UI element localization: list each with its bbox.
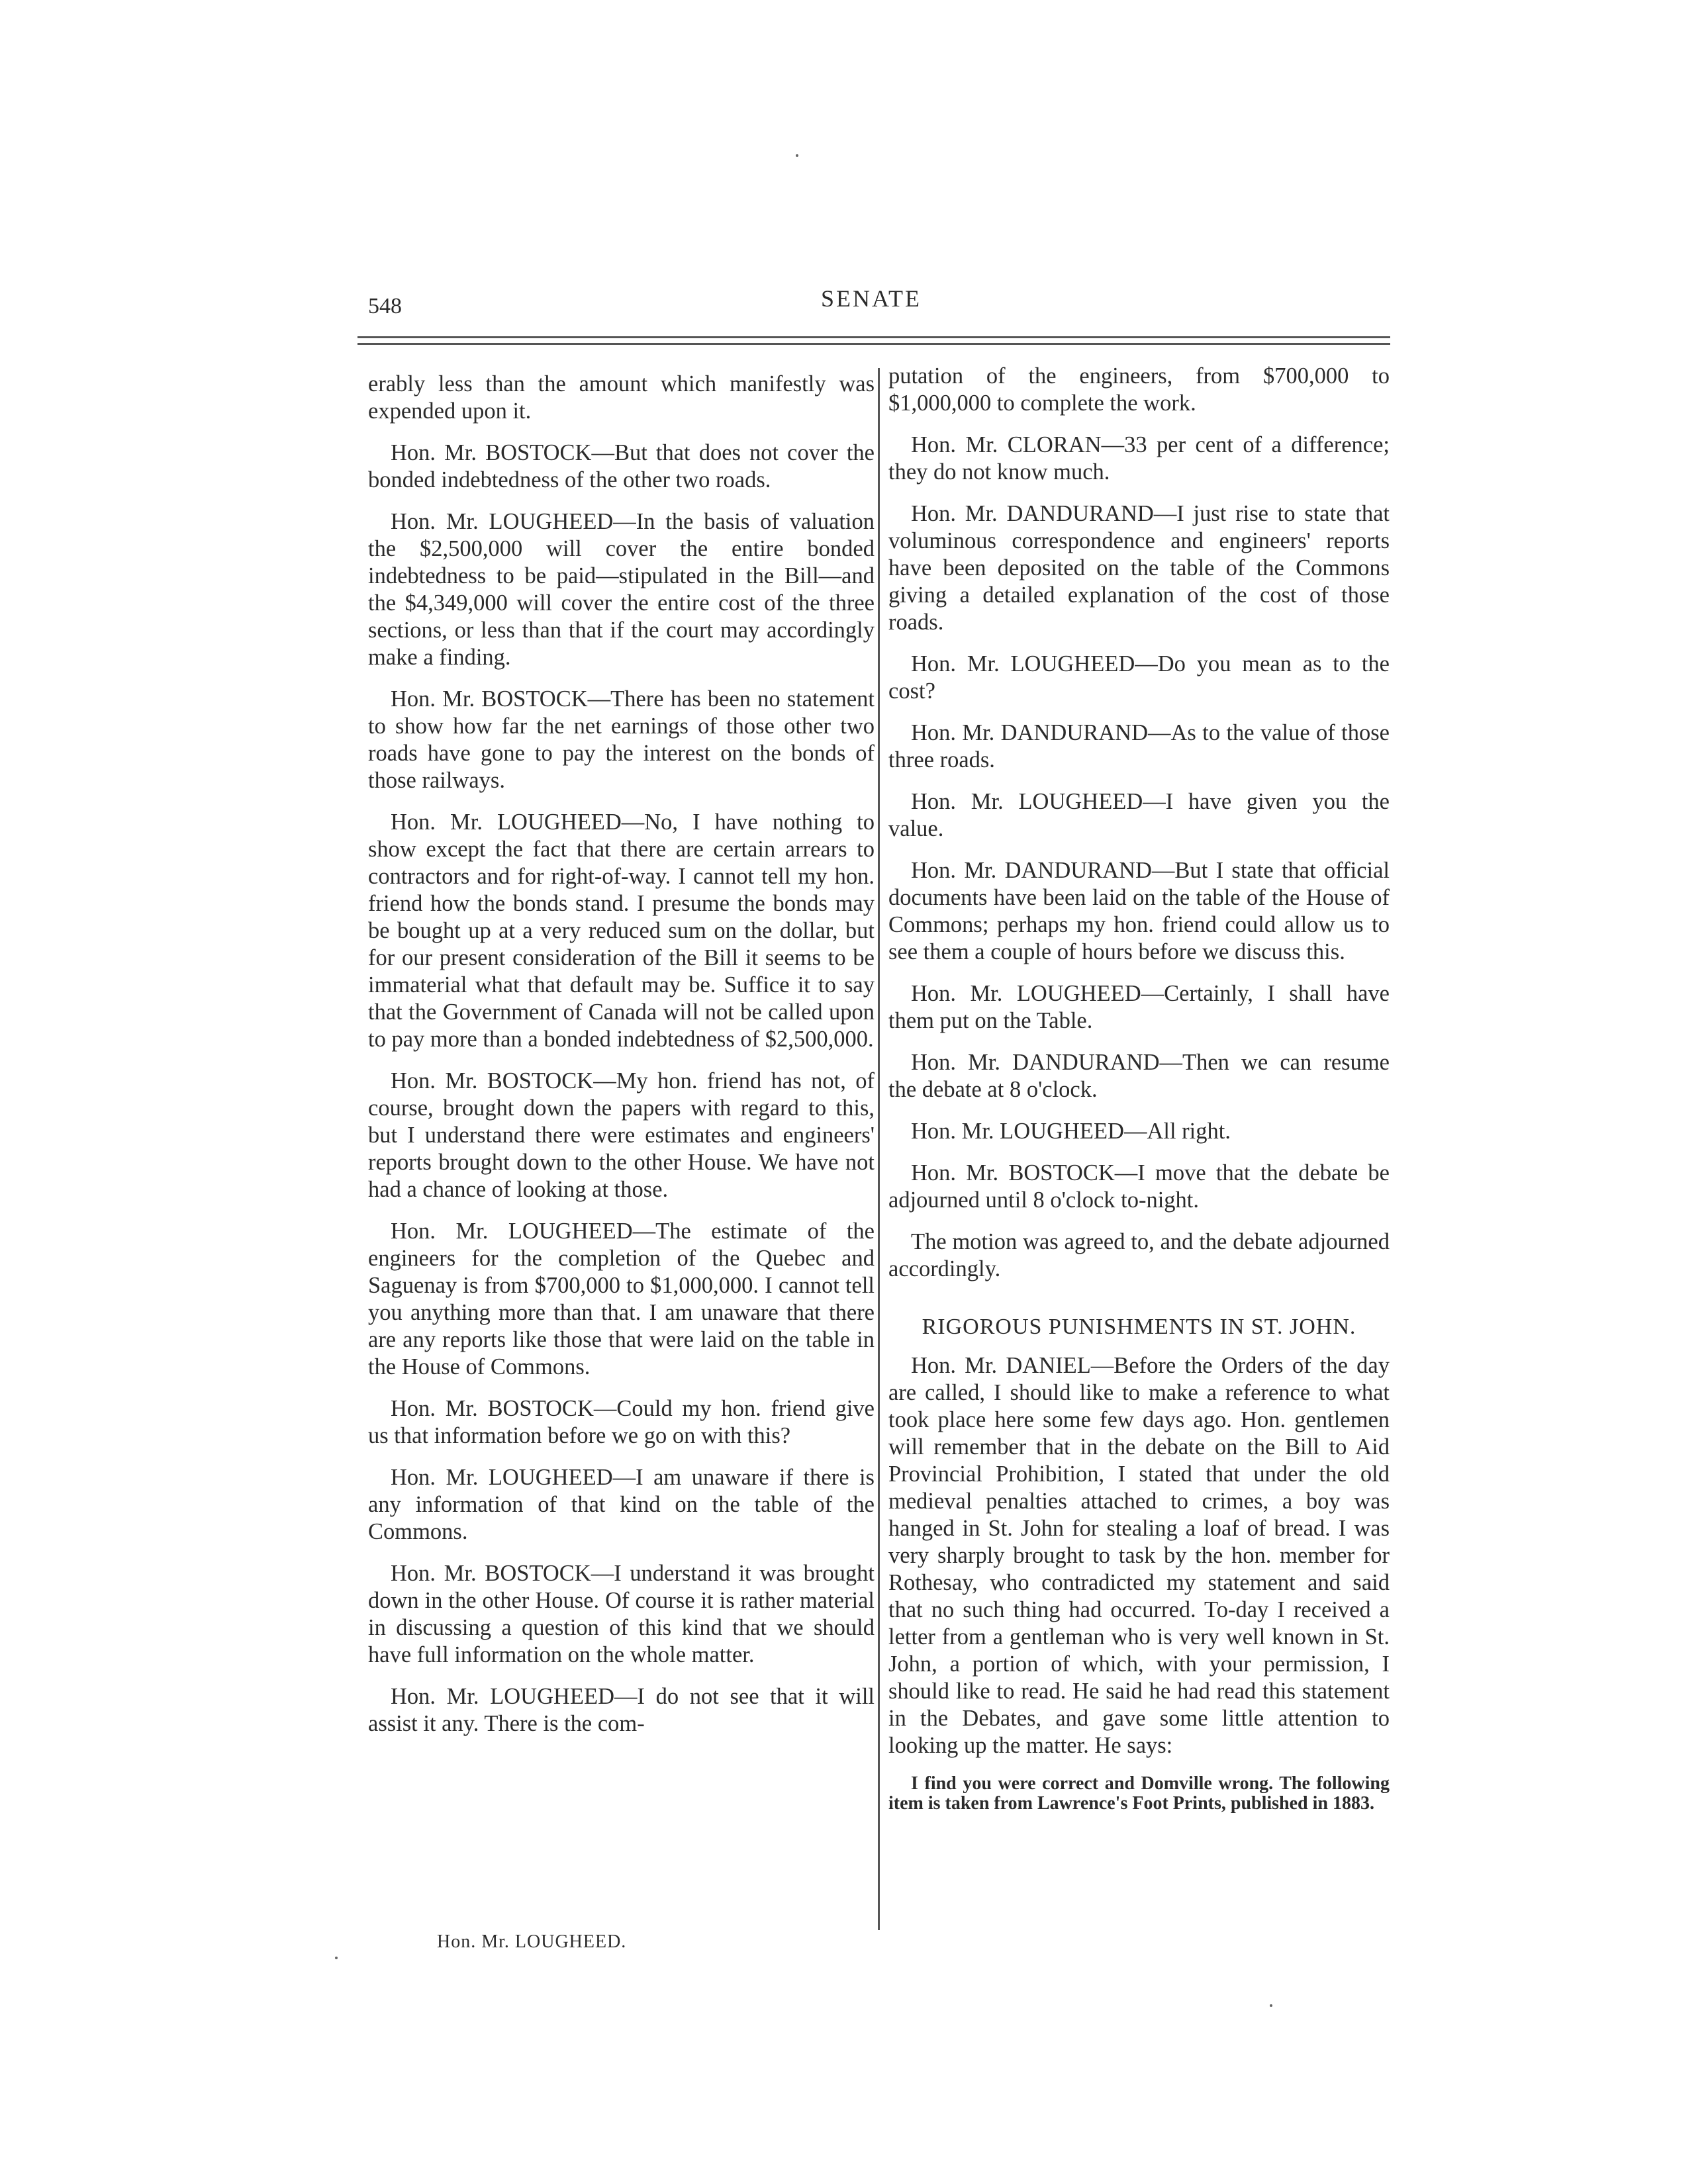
paragraph: Hon. Mr. DANDURAND—Then we can resume the debate at 8 o'clock. [888, 1050, 1390, 1102]
paragraph: Hon. Mr. DANDURAND—I just rise to state that voluminous correspondence and engineers' reports have been deposited on the table of the Commons giving a detailed explanation of the cost of those roads. [888, 501, 1390, 635]
paragraph: Hon. Mr. DANIEL—Before the Orders of the day are called, I should like to make a reference to what took place here some few days ago. Hon. gentlemen will remember that in the debate on the Bill to Aid Provincial Prohibition, I stated that under the old medieval penalties attached to crimes, a boy was hanged in St. John for stealing a loaf of bread. I was very sharply brought to task by the hon. member for Rothesay, who contradicted my statement and said that no such thing had occurred. To-day I received a letter from a gentleman who is very well known in St. John, a portion of which, with your permission, I should like to read. He said he had read this statement in the Debates, and gave some little attention to looking up the matter. He says: [888, 1353, 1390, 1758]
paragraph: Hon. Mr. BOSTOCK—Could my hon. friend give us that information before we go on with this? [368, 1396, 875, 1448]
paragraph: Hon. Mr. LOUGHEED—Certainly, I shall have them put on the Table. [888, 981, 1390, 1033]
running-head: SENATE [821, 285, 922, 312]
section-heading: RIGOROUS PUNISHMENTS IN ST. JOHN. [922, 1315, 1356, 1339]
header-rule-bottom [357, 343, 1390, 345]
header-rule-top [357, 336, 1390, 338]
paragraph: Hon. Mr. LOUGHEED—Do you mean as to the cost? [888, 651, 1390, 704]
paragraph: Hon. Mr. CLORAN—33 per cent of a difference; they do not know much. [888, 432, 1390, 485]
paragraph: Hon. Mr. LOUGHEED—No, I have nothing to show except the fact that there are certain arrears to contractors and for right-of-way. I cannot tell my hon. friend how the bonds stand. I presume the bonds may be bought up at a very reduced sum on the dollar, but for our present consideration of the Bill it seems to be immaterial what that default may be. Suffice it to say that the Government of Canada will not be called upon to pay more than a bonded indebtedness of $2,500,000. [368, 810, 875, 1052]
paragraph: Hon. Mr. LOUGHEED—The estimate of the engineers for the completion of the Quebec and Saguenay is from $700,000 to $1,000,000. I cannot tell you anything more than that. I am unaware that there are any reports like those that were laid on the table in the House of Commons. [368, 1219, 875, 1379]
section-paragraphs [888, 1352, 1390, 1759]
paragraph: Hon. Mr. BOSTOCK—I understand it was brought down in the other House. Of course it is rather material in discussing a question of this kind that we should have full information on the whole matter. [368, 1561, 875, 1667]
paragraph: erably less than the amount which manifestly was expended upon it. [368, 371, 875, 424]
scan-speck [796, 154, 798, 157]
paragraph: Hon. Mr. DANDURAND—But I state that official documents have been laid on the table of the House of Commons; perhaps my hon. friend could allow us to see them a couple of hours before we discuss this. [888, 858, 1390, 964]
scan-speck [1270, 2004, 1272, 2007]
block-quote: I find you were correct and Domville wrong. The following item is taken from Lawrence's Foot Prints, published in 1883. [888, 1773, 1390, 1814]
scan-speck [335, 1957, 338, 1959]
footer-speaker-name: Hon. Mr. LOUGHEED. [437, 1931, 627, 1952]
right-column [888, 363, 1390, 1814]
right-column-paragraphs [888, 363, 1390, 1283]
paragraph: Hon. Mr. BOSTOCK—I move that the debate be adjourned until 8 o'clock to-night. [888, 1160, 1390, 1213]
paragraph: Hon. Mr. LOUGHEED—I do not see that it will assist it any. There is the com- [368, 1684, 875, 1736]
paragraph: Hon. Mr. BOSTOCK—There has been no statement to show how far the net earnings of those other two roads have gone to pay the interest on the bonds of those railways. [368, 686, 875, 793]
paragraph: Hon. Mr. LOUGHEED—I have given you the value. [888, 789, 1390, 841]
paragraph: Hon. Mr. BOSTOCK—My hon. friend has not, of course, brought down the papers with regard to this, but I understand there were estimates and engineers' reports brought down to the other House. We have not had a chance of looking at those. [368, 1068, 875, 1202]
page-number: 548 [368, 294, 402, 318]
paragraph: Hon. Mr. DANDURAND—As to the value of those three roads. [888, 720, 1390, 772]
paragraph: Hon. Mr. LOUGHEED—I am unaware if there is any information of that kind on the table of the Commons. [368, 1465, 875, 1544]
paragraph: Hon. Mr. LOUGHEED—All right. [911, 1119, 1231, 1144]
left-column [368, 371, 875, 1752]
paragraph: putation of the engineers, from $700,000 to $1,000,000 to complete the work. [888, 363, 1390, 416]
paragraph: Hon. Mr. BOSTOCK—But that does not cover the bonded indebtedness of the other two roads. [368, 440, 875, 492]
column-divider [878, 368, 880, 1930]
paragraph: The motion was agreed to, and the debate adjourned accordingly. [888, 1229, 1390, 1281]
paragraph: Hon. Mr. LOUGHEED—In the basis of valuation the $2,500,000 will cover the entire bonded indebtedness to be paid—stipulated in the Bill—and the $4,349,000 will cover the entire cost of the three sections, or less than that if the court may accordingly make a finding. [368, 509, 875, 670]
